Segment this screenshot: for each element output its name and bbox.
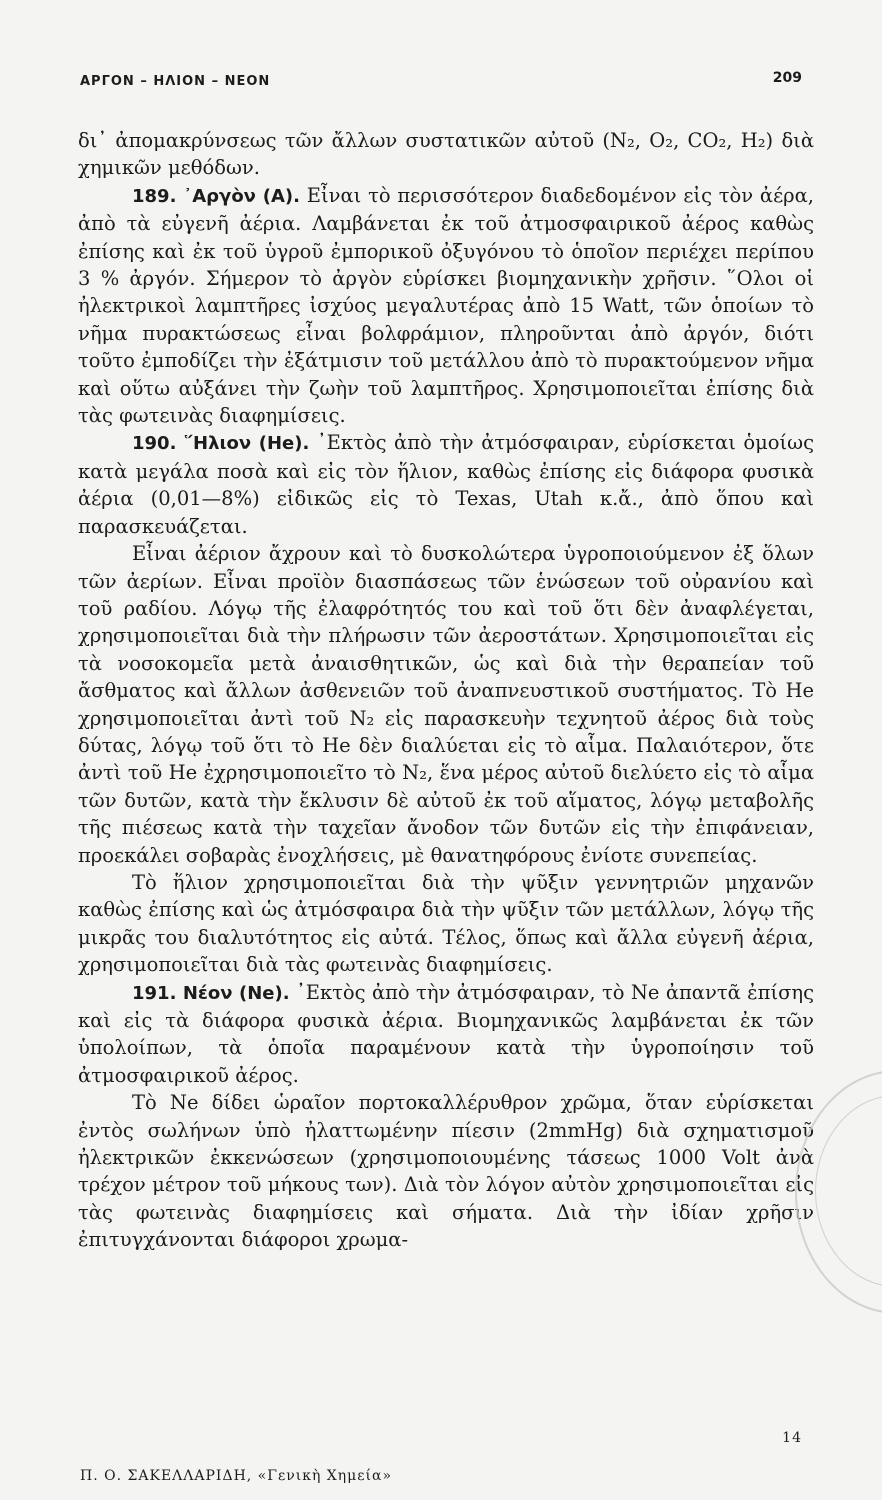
section-189-paragraph-1	[78, 182, 814, 430]
body-text	[78, 127, 814, 1254]
footer-author-credit: Π. Ο. ΣΑΚΕΛΛΑΡΙΔΗ, «Γενικὴ Χημεία»	[80, 1468, 393, 1484]
running-head-title: ΑΡΓΟΝ – ΗΛΙΟΝ – ΝΕΟΝ	[80, 74, 271, 89]
running-head	[80, 70, 802, 98]
section-191-paragraph-1	[78, 979, 814, 1090]
signature-number: 14	[782, 1430, 802, 1446]
section-191-heading: 191. Νέον (Ne).	[132, 982, 290, 1004]
section-190-paragraph-3: Τὸ ἥλιον χρησιμοποιεῖται διὰ τὴν ψῦξιν γεννητριῶν μηχανῶν καθὼς ἐπίσης καὶ ὡς ἀτμόσφαιρα διὰ τὴν ψῦξιν τῶν μετάλλων, λόγῳ τῆς μικρᾶς του διαλυτότητος εἰς αὐτά. Τέλος, ὅπως καὶ ἄλλα εὐγενῆ ἀέρια, χρησιμοποιεῖται διὰ τὰς φωτεινὰς διαφημίσεις.	[78, 870, 814, 977]
intro-paragraph: δι᾽ ἀπομακρύνσεως τῶν ἄλλων συστατικῶν αὐτοῦ (N₂, O₂, CO₂, H₂) διὰ χημικῶν μεθόδων.	[78, 129, 814, 180]
section-190-paragraph-2: Εἶναι ἀέριον ἄχρουν καὶ τὸ δυσκολώτερα ὑγροποιούμενον ἐξ ὅλων τῶν ἀερίων. Εἶναι προϊὸν διασπάσεως τῶν ἑνώσεων τοῦ οὐρανίου καὶ τοῦ ραδίου. Λόγῳ τῆς ἐλαφρότητός του καὶ τοῦ ὅτι δὲν ἀναφλέγεται, χρησιμοποιεῖται διὰ τὴν πλήρωσιν τῶν ἀεροστάτων. Χρησιμοποιεῖται εἰς τὰ νοσοκομεῖα μετὰ ἀναισθητικῶν, ὡς καὶ διὰ τὴν θεραπείαν τοῦ ἄσθματος καὶ ἄλλων ἀσθενειῶν τοῦ ἀναπνευστικοῦ συστήματος. Τὸ He χρησιμοποιεῖται ἀντὶ τοῦ N₂ εἰς παρασκευὴν τεχνητοῦ ἀέρος διὰ τοὺς δύτας, λόγῳ τοῦ ὅτι τὸ He δὲν διαλύεται εἰς τὸ αἷμα. Παλαιότερον, ὅτε ἀντὶ τοῦ He ἐχρησιμοποιεῖτο τὸ N₂, ἕνα μέρος αὐτοῦ διελύετο εἰς τὸ αἷμα τῶν δυτῶν, κατὰ τὴν ἔκλυσιν δὲ αὐτοῦ ἐκ τοῦ αἵματος, λόγῳ μεταβολῆς τῆς πιέσεως κατὰ τὴν ταχεῖαν ἄνοδον τῶν δυτῶν εἰς τὴν ἐπιφάνειαν, προεκάλει σοβαρὰς ἐνοχλήσεις, μὲ θανατηφόρους ἐνίοτε συνεπείας.	[78, 542, 814, 867]
section-191-paragraph-2: Τὸ Ne δίδει ὡραῖον πορτοκαλλέρυθρον χρῶμα, ὅταν εὑρίσκεται ἐντὸς σωλήνων ὑπὸ ἠλαττωμένην πίεσιν (2mmHg) διὰ σχηματισμοῦ ἠλεκτρικῶν ἐκκενώσεων (χρησιμοποιουμένης τάσεως 1000 Volt ἀνὰ τρέχον μέτρον τοῦ μήκους των). Διὰ τὸν λόγον αὐτὸν χρησιμοποιεῖται εἰς τὰς φωτεινὰς διαφημίσεις καὶ σήματα. Διὰ τὴν ἰδίαν χρῆσιν ἐπιτυγχάνονται διάφοροι χρωμα-	[78, 1091, 814, 1252]
section-190-heading: 190. ῞Ηλιον (He).	[132, 433, 310, 455]
page-number: 209	[772, 70, 802, 86]
section-189-text-1: Εἶναι τὸ περισσότερον διαδεδομένον εἰς τὸν ἀέρα, ἀπὸ τὰ εὐγενῆ ἀέρια. Λαμβάνεται ἐκ τοῦ ἀτμοσφαιρικοῦ ἀέρος καθὼς ἐπίσης καὶ ἐκ τοῦ ὑγροῦ ἐμπορικοῦ ὀξυγόνου τὸ ὁποῖον περιέχει περίπου 3 % ἀργόν. Σήμερον τὸ ἀργὸν εὑρίσκει βιομηχανικὴν χρῆσιν. ῞Ολοι οἱ ἠλεκτρικοὶ λαμπτῆρες ἰσχύος μεγαλυτέρας ἀπὸ 15 Watt, τῶν ὁποίων τὸ νῆμα πυρακτώσεως εἶναι βολφράμιον, πληροῦνται ἀπὸ ἀργόν, διότι τοῦτο ἐμποδίζει τὴν ἐξάτμισιν τοῦ μετάλλου ἀπὸ τὸ πυρακτούμενον νῆμα καὶ οὕτω αὐξάνει τὴν ζωὴν τοῦ λαμπτῆρος. Χρησιμοποιεῖται ἐπίσης διὰ τὰς φωτεινὰς διαφημίσεις.	[78, 183, 814, 428]
section-190-paragraph-1	[78, 429, 814, 540]
section-190-text-1: ᾽Εκτὸς ἀπὸ τὴν ἀτμόσφαιραν, εὑρίσκεται ὁμοίως κατὰ μεγάλα ποσὰ καὶ εἰς τὸν ἥλιον, καθὼς ἐπίσης εἰς διάφορα φυσικὰ ἀέρια (0,01—8%) εἰδικῶς εἰς τὸ Texas, Utah κ.ἄ., ἀπὸ ὅπου καὶ παρασκευάζεται.	[78, 431, 815, 538]
section-191-text-1: ᾽Εκτὸς ἀπὸ τὴν ἀτμόσφαιραν, τὸ Ne ἀπαντᾶ ἐπίσης καὶ εἰς τὰ διάφορα φυσικὰ ἀέρια. Βιομηχανικῶς λαμβάνεται ἐκ τῶν ὑπολοίπων, τὰ ὁποῖα παραμένουν κατὰ τὴν ὑγροποίησιν τοῦ ἀτμοσφαιρικοῦ ἀέρος.	[78, 980, 815, 1087]
section-189-heading: 189. ᾽Αργὸν (Α).	[132, 185, 300, 207]
